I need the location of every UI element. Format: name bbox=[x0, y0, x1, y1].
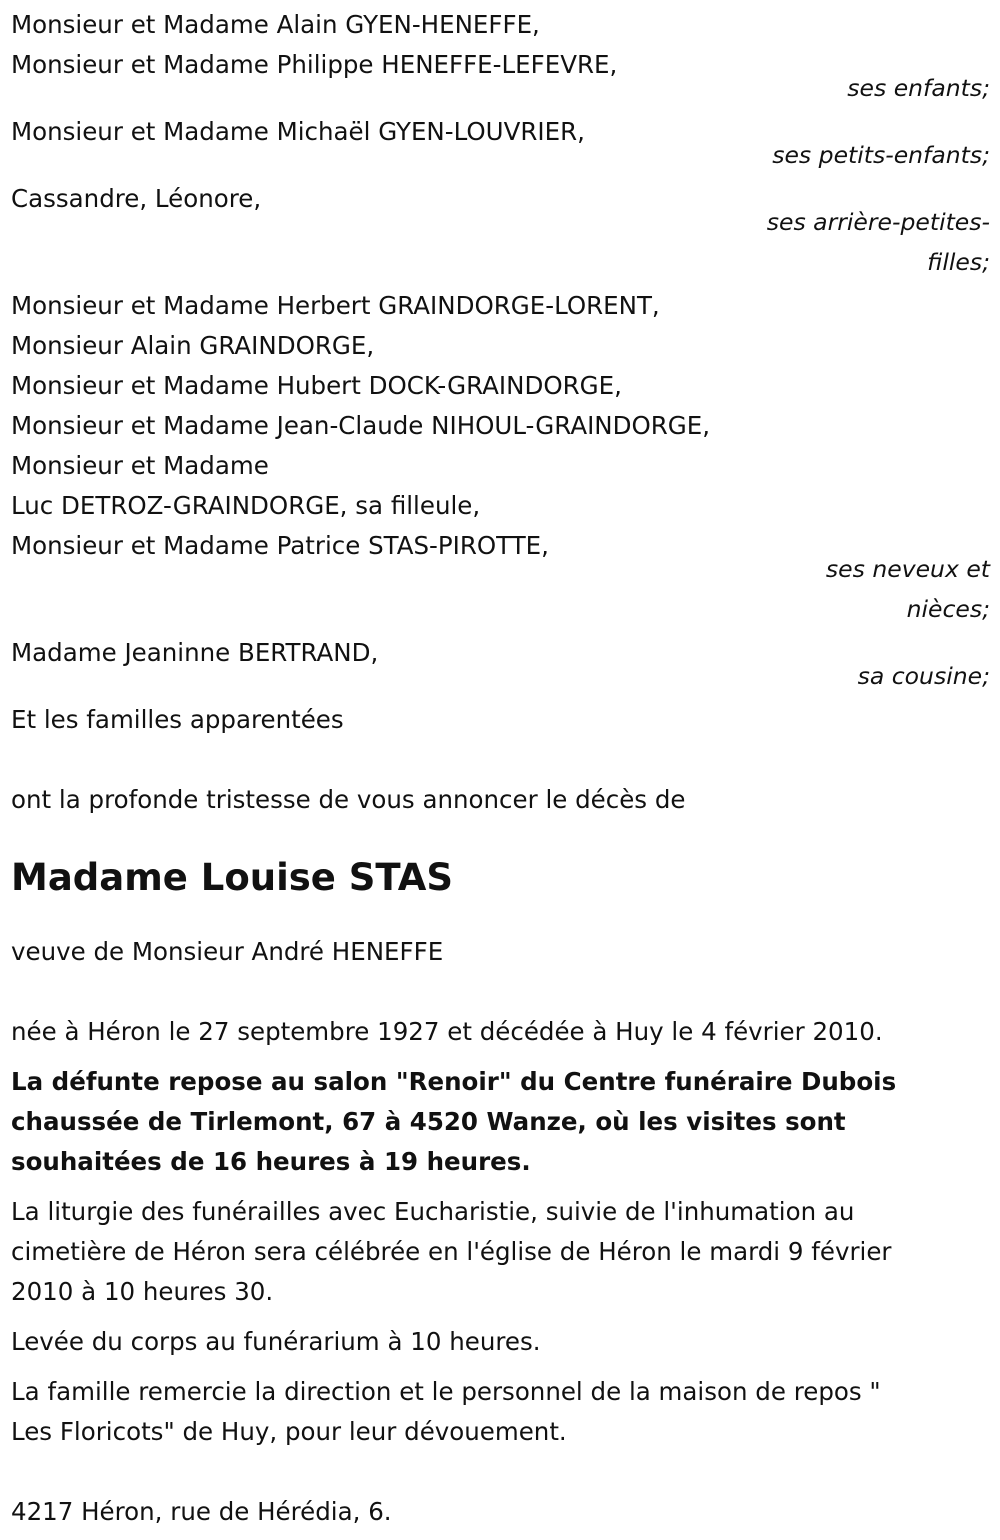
birth-death-dates: née à Héron le 27 septembre 1927 et décédée à Huy le 4 février 2010. bbox=[11, 1017, 883, 1046]
family-line: Madame Jeaninne BERTRAND, bbox=[11, 638, 379, 667]
family-line: Monsieur et Madame Michaël GYEN-LOUVRIER, bbox=[11, 117, 585, 146]
family-line: Monsieur et Madame Jean-Claude NIHOUL-GRAINDORGE, bbox=[11, 411, 711, 440]
liturgy-line: 2010 à 10 heures 30. bbox=[11, 1277, 274, 1306]
family-line: Monsieur et Madame Herbert GRAINDORGE-LORENT, bbox=[11, 291, 660, 320]
obituary-notice bbox=[11, 5, 990, 1532]
relation-label-nephews-cont: nièces; bbox=[906, 595, 990, 623]
levee-text: Levée du corps au funérarium à 10 heures. bbox=[11, 1327, 541, 1356]
family-line: Monsieur et Madame bbox=[11, 451, 269, 480]
relation-label-nephews: ses neveux et bbox=[825, 555, 990, 583]
relation-label-cousin: sa cousine; bbox=[857, 662, 990, 690]
liturgy-line: cimetière de Héron sera célébrée en l'église de Héron le mardi 9 février bbox=[11, 1237, 892, 1266]
widow-of: veuve de Monsieur André HENEFFE bbox=[11, 937, 444, 966]
family-line: Luc DETROZ-GRAINDORGE, sa filleule, bbox=[11, 491, 481, 520]
family-line: Monsieur et Madame Patrice STAS-PIROTTE, bbox=[11, 531, 549, 560]
address: 4217 Héron, rue de Hérédia, 6. bbox=[11, 1497, 392, 1526]
relation-label-great-grandchildren: ses arrière-petites- bbox=[766, 208, 990, 236]
relation-label-great-grandchildren-cont: filles; bbox=[927, 248, 990, 276]
thanks-line: Les Floricots" de Huy, pour leur dévouement. bbox=[11, 1417, 567, 1446]
family-line: Cassandre, Léonore, bbox=[11, 184, 262, 213]
relation-label-grandchildren: ses petits-enfants; bbox=[772, 141, 990, 169]
family-line: Monsieur Alain GRAINDORGE, bbox=[11, 331, 375, 360]
family-line: Monsieur et Madame Alain GYEN-HENEFFE, bbox=[11, 10, 540, 39]
repose-line: souhaitées de 16 heures à 19 heures. bbox=[11, 1147, 531, 1176]
thanks-line: La famille remercie la direction et le personnel de la maison de repos " bbox=[11, 1377, 881, 1406]
family-line: Monsieur et Madame Hubert DOCK-GRAINDORGE, bbox=[11, 371, 622, 400]
liturgy-line: La liturgie des funérailles avec Eucharistie, suivie de l'inhumation au bbox=[11, 1197, 855, 1226]
relation-label-children: ses enfants; bbox=[847, 74, 990, 102]
family-line: Monsieur et Madame Philippe HENEFFE-LEFEVRE, bbox=[11, 50, 618, 79]
related-families: Et les familles apparentées bbox=[11, 705, 344, 734]
repose-line: La défunte repose au salon "Renoir" du Centre funéraire Dubois bbox=[11, 1067, 897, 1096]
announcement-text: ont la profonde tristesse de vous annoncer le décès de bbox=[11, 785, 686, 814]
deceased-name: Madame Louise STAS bbox=[11, 856, 454, 899]
repose-line: chaussée de Tirlemont, 67 à 4520 Wanze, où les visites sont bbox=[11, 1107, 846, 1136]
